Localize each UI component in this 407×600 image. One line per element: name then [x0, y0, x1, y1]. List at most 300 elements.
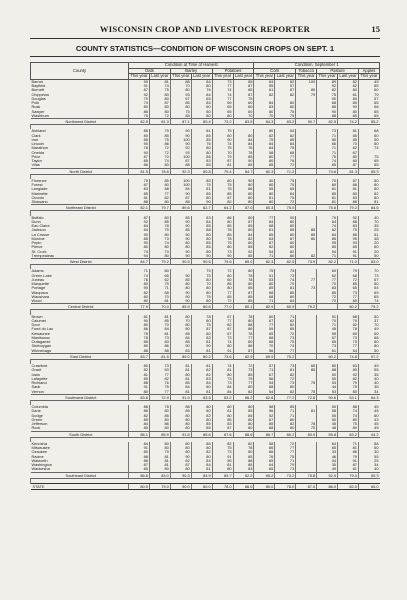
value-cell: 68 [275, 151, 296, 155]
value-cell: 80 [191, 319, 212, 323]
row-name: Fond du Lac [31, 327, 54, 332]
value-cell: 75 [275, 114, 296, 119]
value-cell: 74.6 [317, 168, 338, 174]
value-cell: 88 [358, 442, 379, 446]
value-cell: 82 [254, 134, 275, 138]
row-name: Monroe [31, 236, 45, 241]
value-cell: 65 [254, 332, 275, 336]
value-cell: 62 [317, 274, 338, 278]
value-cell: 87 [212, 426, 233, 431]
value-cell: 85 [129, 129, 150, 133]
last-year-header: Last year [339, 73, 357, 79]
row-name: Burnett [31, 88, 45, 93]
value-cell: 76 [254, 455, 275, 459]
value-cell: 85 [254, 163, 275, 168]
value-cell: 73 [212, 381, 233, 385]
value-cell: 91.9 [170, 394, 191, 400]
row-name: Vernon [31, 389, 44, 394]
row-name: La Crosse [31, 232, 50, 237]
value-cell: 80 [275, 224, 296, 228]
value-cell: 79 [338, 455, 359, 459]
value-cell: 80.0 [129, 483, 150, 489]
value-cell: 93 [170, 151, 191, 155]
value-cell: 79 [338, 381, 359, 385]
value-cell: 25 [358, 459, 379, 463]
value-cell: 86.1 [129, 431, 150, 437]
value-cell: 79 [296, 93, 317, 97]
value-cell: 85 [170, 216, 191, 220]
value-cell: 73 [338, 336, 359, 340]
value-cell: 85 [317, 192, 338, 196]
value-cell: 80 [191, 291, 212, 295]
value-cell: 85 [317, 163, 338, 168]
value-cell: 51 [254, 274, 275, 278]
value-cell: 78.8 [149, 168, 170, 174]
value-cell: 80.0 [191, 483, 212, 489]
value-cell: 82.5 [129, 119, 150, 125]
value-cell: 87 [129, 183, 150, 187]
value-cell: 81 [149, 463, 170, 467]
value-cell: 75 [338, 228, 359, 232]
value-cell: 90 [191, 344, 212, 348]
value-cell: 45 [358, 409, 379, 413]
value-cell: 34 [358, 390, 379, 395]
value-cell: 75 [254, 269, 275, 273]
value-cell: 85 [254, 422, 275, 426]
value-cell: 85 [170, 409, 191, 413]
value-cell: 93 [170, 93, 191, 97]
value-cell: 80 [149, 97, 170, 101]
row-name: Kewaunee [31, 331, 50, 336]
value-cell: 77 [275, 450, 296, 454]
value-cell: 87 [233, 93, 254, 97]
value-cell: 84 [191, 79, 212, 84]
value-cell: 87 [149, 101, 170, 105]
value-cell: 75 [317, 93, 338, 97]
header-rule [30, 38, 380, 39]
value-cell: 81 [170, 377, 191, 381]
value-cell: 80 [317, 183, 338, 187]
row-name: Forest [31, 183, 43, 188]
row-name: Winnebago [31, 348, 52, 353]
value-cell: 83 [338, 224, 359, 228]
value-cell: 74 [275, 344, 296, 348]
value-cell: 65 [317, 340, 338, 344]
value-cell: 83.2 [275, 119, 296, 125]
value-cell: 55 [254, 84, 275, 88]
value-cell: 79 [275, 463, 296, 467]
value-cell: 25 [358, 228, 379, 232]
value-cell: 85 [254, 286, 275, 290]
row-name: Bayfield [31, 84, 46, 89]
value-cell: 82 [129, 368, 150, 372]
value-cell: 75 [275, 455, 296, 459]
value-cell: 91 [129, 84, 150, 88]
value-cell: 48 [317, 426, 338, 431]
value-cell: 73 [149, 364, 170, 368]
value-cell: 75 [149, 138, 170, 142]
value-cell: 73 [212, 250, 233, 254]
value-cell: 80 [212, 373, 233, 377]
value-cell: 80 [358, 315, 379, 319]
value-cell: 70 [212, 151, 233, 155]
value-cell: 85.6 [191, 431, 212, 437]
value-cell: 79.4 [212, 168, 233, 174]
value-cell: 50 [358, 349, 379, 354]
value-cell: 80 [338, 88, 359, 92]
value-cell: 87 [212, 196, 233, 200]
value-cell: 71 [254, 299, 275, 304]
value-cell: 65 [317, 446, 338, 450]
value-cell: 80 [233, 385, 254, 389]
value-cell: 75 [191, 295, 212, 299]
value-cell: 77 [275, 446, 296, 450]
value-cell: 77 [212, 97, 233, 101]
value-cell: 80 [129, 323, 150, 327]
value-cell: 84 [212, 390, 233, 395]
value-cell: 50.3 [358, 472, 379, 478]
value-cell: 65 [338, 286, 359, 290]
value-cell: 69.9 [254, 353, 275, 359]
value-cell: 73 [275, 364, 296, 368]
value-cell: 35 [358, 224, 379, 228]
value-cell: 80 [275, 245, 296, 249]
value-cell: 81 [338, 129, 359, 133]
this-year-header: This year [297, 73, 315, 79]
value-cell: 90 [170, 233, 191, 237]
value-cell: 80 [191, 446, 212, 450]
value-cell: 85 [233, 455, 254, 459]
value-cell: 82 [275, 323, 296, 327]
row-name: Price [31, 154, 41, 159]
value-cell: 81 [191, 349, 212, 354]
value-cell: 90 [170, 192, 191, 196]
value-cell: 80.6 [191, 304, 212, 310]
row-name: Iron [31, 137, 39, 142]
value-cell: 80 [254, 110, 275, 114]
value-cell: 74 [358, 299, 379, 304]
value-cell: 61 [317, 349, 338, 354]
value-cell: 73.6 [212, 353, 233, 359]
value-cell: 80 [149, 426, 170, 431]
value-cell: 90 [170, 295, 191, 299]
value-cell: 68 [358, 336, 379, 340]
value-cell: 69 [338, 332, 359, 336]
value-cell: 86.2 [233, 394, 254, 400]
value-cell: 40 [358, 381, 379, 385]
value-cell: 81 [338, 467, 359, 472]
value-cell: 87.0 [296, 483, 317, 489]
value-cell: 84 [170, 187, 191, 191]
value-cell: 72.8 [296, 394, 317, 400]
value-cell: 54 [254, 381, 275, 385]
value-cell: 77 [338, 344, 359, 348]
value-cell: 35 [358, 373, 379, 377]
value-cell: 86 [149, 142, 170, 146]
value-cell: 86 [191, 155, 212, 159]
value-cell: 73 [275, 274, 296, 278]
value-cell: 85 [149, 319, 170, 323]
value-cell: 86.0 [317, 483, 338, 489]
last-year-header: Last year [151, 73, 169, 79]
value-cell: 81 [149, 79, 170, 84]
value-cell: 86 [149, 422, 170, 426]
value-cell: 81 [212, 409, 233, 413]
value-cell: 74 [317, 159, 338, 163]
value-cell: 87 [254, 241, 275, 245]
value-cell: 75 [296, 426, 317, 431]
value-cell: 82.3 [254, 259, 275, 265]
value-cell: 85.7 [254, 431, 275, 437]
value-cell: 81 [212, 463, 233, 467]
value-cell: 80 [129, 295, 150, 299]
value-cell: 69 [212, 101, 233, 105]
value-cell: 77 [275, 155, 296, 159]
value-cell: 88 [233, 459, 254, 463]
value-cell: 59 [254, 327, 275, 331]
value-cell: 80.8 [191, 168, 212, 174]
value-cell: 65 [358, 159, 379, 163]
value-cell: 75 [149, 282, 170, 286]
value-cell: 91 [129, 385, 150, 389]
value-cell: 70 [254, 344, 275, 348]
value-cell: 80 [149, 442, 170, 446]
value-cell: 90.5 [170, 259, 191, 265]
value-cell: 80 [170, 467, 191, 472]
row-name: Marathon [31, 146, 48, 151]
value-cell: 85 [170, 278, 191, 282]
value-cell: 65 [358, 295, 379, 299]
value-cell: 60 [358, 134, 379, 138]
value-cell: 83 [191, 216, 212, 220]
value-cell: 90 [129, 233, 150, 237]
value-cell: 34 [317, 459, 338, 463]
value-cell: 75.0 [275, 205, 296, 211]
value-cell: 56 [254, 349, 275, 354]
value-cell: 85 [149, 179, 170, 183]
value-cell: 45 [317, 327, 338, 331]
value-cell: 90 [170, 237, 191, 241]
value-cell: 81 [170, 368, 191, 372]
row-name: Clark [31, 133, 41, 138]
value-cell: 80 [170, 282, 191, 286]
value-cell: 87 [275, 88, 296, 92]
value-cell: 80 [212, 114, 233, 119]
value-cell: 80 [149, 110, 170, 114]
value-cell: 86 [338, 450, 359, 454]
value-cell: 86 [212, 216, 233, 220]
value-cell: 60 [254, 315, 275, 319]
value-cell: 72 [212, 269, 233, 273]
value-cell: 80.2 [191, 353, 212, 359]
value-cell: 85 [233, 224, 254, 228]
value-cell: 54 [317, 250, 338, 254]
value-cell: 65 [358, 114, 379, 119]
value-cell: 71.0 [338, 259, 359, 265]
row-name: Shawano [31, 200, 48, 205]
value-cell: 79.2 [338, 205, 359, 211]
value-cell: 87 [170, 463, 191, 467]
value-cell: 78 [233, 151, 254, 155]
value-cell: 82.0 [338, 483, 359, 489]
value-cell: 75 [275, 146, 296, 150]
value-cell: 87 [233, 349, 254, 354]
value-cell: 85 [170, 332, 191, 336]
value-cell: 71 [149, 286, 170, 290]
row-name: Calumet [31, 318, 46, 323]
value-cell: 30 [317, 463, 338, 467]
value-cell: 80 [275, 220, 296, 224]
value-cell: 68 [254, 295, 275, 299]
value-cell: 83 [191, 377, 212, 381]
value-cell: 88 [317, 368, 338, 372]
table-body [31, 79, 380, 489]
value-cell: 67 [170, 97, 191, 101]
value-cell: 60 [358, 245, 379, 249]
value-cell: 45 [317, 422, 338, 426]
value-cell: 85 [191, 442, 212, 446]
value-cell: 78 [191, 315, 212, 319]
row-name: Lincoln [31, 142, 44, 147]
this-year-header: This year [318, 73, 336, 79]
value-cell: 85 [129, 237, 150, 241]
value-cell: 81.3 [149, 119, 170, 125]
value-cell: 73 [317, 344, 338, 348]
value-cell: 71.2 [275, 168, 296, 174]
value-cell: 71 [317, 323, 338, 327]
value-cell: 75 [191, 323, 212, 327]
value-cell: 91 [212, 455, 233, 459]
row-name: Brown [31, 314, 43, 319]
value-cell: 82.1 [129, 205, 150, 211]
value-cell: 49 [317, 467, 338, 472]
value-cell: 80 [170, 446, 191, 450]
value-cell: 82 [275, 79, 296, 84]
value-cell: 84.7 [233, 168, 254, 174]
row-name: Kenosha [31, 441, 47, 446]
value-cell: 85 [129, 192, 150, 196]
row-name: Waupaca [31, 290, 48, 295]
value-cell: 81 [254, 196, 275, 200]
value-cell: 80 [254, 183, 275, 187]
value-cell: 85 [149, 414, 170, 418]
value-cell: 81 [338, 446, 359, 450]
value-cell: 52 [254, 414, 275, 418]
value-cell: 76 [233, 146, 254, 150]
value-cell: 80 [212, 220, 233, 224]
value-cell: 65 [233, 88, 254, 92]
value-cell: 85 [170, 114, 191, 119]
value-cell: 85 [212, 192, 233, 196]
value-cell: 80 [212, 414, 233, 418]
row-name: Washburn [31, 113, 50, 118]
value-cell: 90 [191, 200, 212, 205]
value-cell: 70 [317, 282, 338, 286]
value-cell: 40 [358, 377, 379, 381]
value-cell: 78 [129, 332, 150, 336]
value-cell: 65.0 [358, 483, 379, 489]
row-name: Racine [31, 454, 44, 459]
value-cell: 88 [129, 455, 150, 459]
value-cell: 81 [358, 200, 379, 205]
value-cell: 84 [149, 327, 170, 331]
value-cell: 75 [191, 269, 212, 273]
value-cell: 70 [254, 114, 275, 119]
value-cell: 72.9 [149, 394, 170, 400]
value-cell: 85 [149, 220, 170, 224]
value-cell: 88 [170, 79, 191, 84]
value-cell: 85 [338, 138, 359, 142]
this-year-header: This year [172, 73, 190, 79]
value-cell: 63 [338, 364, 359, 368]
value-cell: 80 [275, 254, 296, 259]
value-cell: 80 [149, 254, 170, 259]
value-cell: 86 [129, 163, 150, 168]
value-cell: 85 [233, 295, 254, 299]
value-cell: 85 [233, 299, 254, 304]
value-cell: 60 [358, 340, 379, 344]
value-cell: 82 [212, 323, 233, 327]
value-cell: 65 [358, 110, 379, 114]
value-cell: 67 [254, 373, 275, 377]
value-cell: 79 [317, 216, 338, 220]
value-cell: 75 [233, 97, 254, 101]
value-cell: 85 [191, 422, 212, 426]
value-cell: 67 [358, 278, 379, 282]
value-cell: 80 [233, 228, 254, 232]
value-cell: 60 [358, 414, 379, 418]
row-name: Crawford [31, 364, 48, 369]
row-name: North District [31, 168, 129, 174]
value-cell: 74 [212, 88, 233, 92]
value-cell: 83.7 [129, 353, 150, 359]
value-cell: 80 [212, 344, 233, 348]
value-cell: 78 [212, 187, 233, 191]
value-cell: 68 [338, 315, 359, 319]
value-cell: 83 [149, 340, 170, 344]
value-cell: 72 [275, 163, 296, 168]
value-cell: 75 [254, 138, 275, 142]
row-name: Washington [31, 463, 52, 468]
value-cell: 86 [129, 409, 150, 413]
value-cell: 81 [170, 390, 191, 395]
value-cell: 72 [149, 151, 170, 155]
value-cell: 61 [254, 228, 275, 232]
value-cell: 79 [149, 450, 170, 454]
value-cell: 87 [191, 327, 212, 331]
value-cell: 81 [317, 196, 338, 200]
value-cell: 81 [338, 187, 359, 191]
value-cell: 64 [254, 463, 275, 467]
value-cell: 85 [191, 426, 212, 431]
value-cell: 72 [317, 295, 338, 299]
value-cell: 20 [358, 250, 379, 254]
row-name: Chippewa [31, 92, 49, 97]
value-cell: 68 [149, 291, 170, 295]
value-cell: 83.5 [191, 394, 212, 400]
value-cell: 90 [338, 105, 359, 109]
value-cell: 80 [191, 278, 212, 282]
value-cell: 85 [317, 291, 338, 295]
value-cell: 85 [275, 138, 296, 142]
value-cell: 80.3 [254, 168, 275, 174]
value-cell: 80 [170, 422, 191, 426]
value-cell: 80 [129, 105, 150, 109]
value-cell: 80 [149, 418, 170, 422]
value-cell: 75 [129, 114, 150, 119]
value-cell: 49 [358, 364, 379, 368]
row-name: Northwest District [31, 119, 129, 125]
